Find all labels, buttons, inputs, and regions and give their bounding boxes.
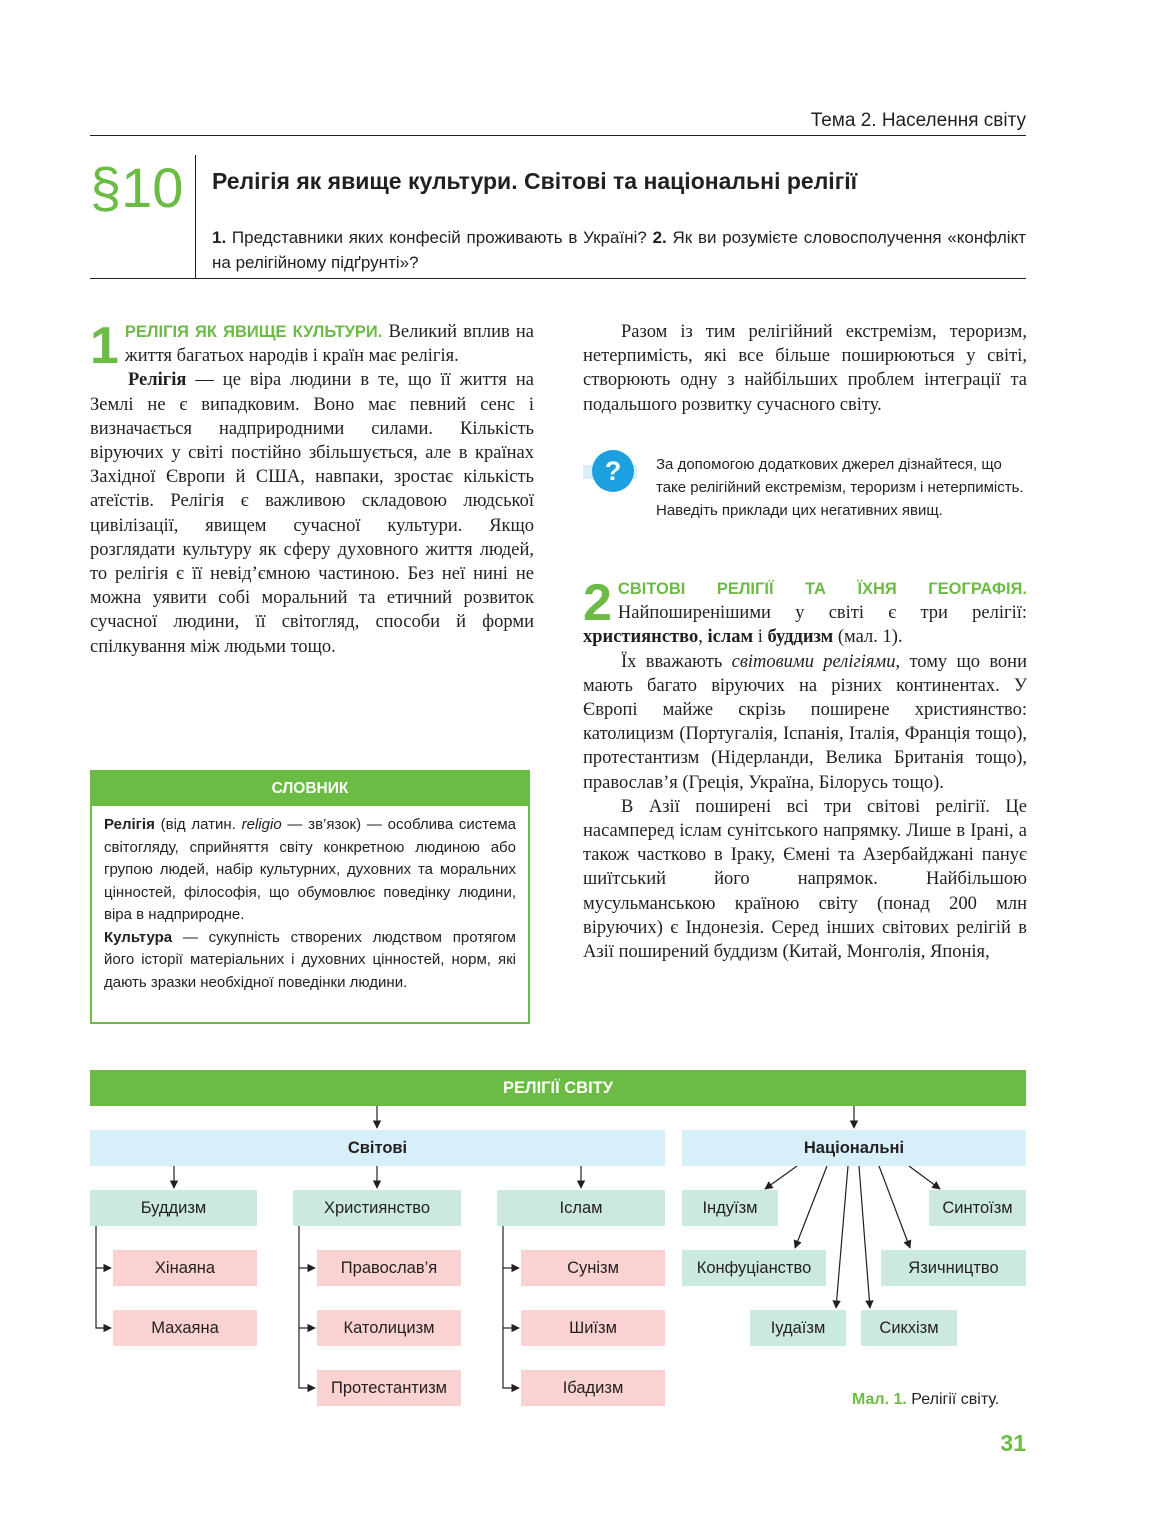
question-number: 2. [652,228,667,247]
diagram-christianity: Християнство [293,1190,461,1226]
diagram-shiism: Шиїзм [521,1310,665,1346]
question-text: Представники яких конфесій проживають в Україні? [226,228,653,247]
glossary-latin-word: religio [241,816,282,833]
term-religion: Релігія [128,370,187,391]
diagram-hinduism: Індуїзм [682,1190,778,1226]
diagram-hinayana: Хінаяна [113,1250,257,1286]
section-heading: РЕЛІГІЯ ЯК ЯВИЩЕ КУЛЬТУРИ. [124,323,383,341]
diagram-sunnism: Сунізм [521,1250,665,1286]
paragraph-number: §10 [90,156,184,219]
separator: , [698,627,708,648]
section-number: 1 [90,317,119,375]
religion-islam: іслам [707,627,754,648]
diagram-protestantism: Протестантизм [317,1370,461,1406]
diagram-orthodoxy: Православ’я [317,1250,461,1286]
running-head: Тема 2. Населення світу [810,110,1026,131]
figure-label: Мал. 1. [852,1391,907,1408]
diagram-judaism: Іудаїзм [750,1310,846,1346]
diagram-islam: Іслам [497,1190,665,1226]
section-body: — це віра людини в те, що її життя на Землі не є випадковим. Воно має певний сенс і визначається надприродними силами. Кількість віруючих у світі постійно збільшується, але в країнах Західної Європи й США, навпаки, зростає кількість атеїстів. Релігія є важливою складовою людської цивілізації, явищем сучасної культури. Якщо розглядати культуру як сферу духовного життя людей, то релігія є її невід’ємною частиною. Без неї нині не можна уявити собі моральний та етичний розвиток сучасної людини, її світогляд, способи й форми спілкування між людьми тощо. [90,370,534,657]
paragraph-text: Їх вважають [621,651,732,672]
figure-caption-text: Релігії світу. [906,1391,1000,1408]
section-heading: СВІТОВІ РЕЛІГІЇ ТА ЇХНЯ ГЕОГРАФІЯ. [617,580,1027,598]
glossary-term: Релігія [104,816,155,833]
diagram-buddhism: Буддизм [90,1190,257,1226]
diagram-sikhism: Сикхізм [861,1310,957,1346]
section-intro: Найпоширенішими у світі є три релігії: [617,603,1027,624]
figure-reference: (мал. 1). [833,627,903,648]
task-text: За допомогою додаткових джерел дізнайтеся, що таке релігійний екстремізм, тероризм і нетерпимість. Наведіть приклади цих негативних явищ. [656,456,1024,519]
page-title: Релігія як явище культури. Світові та національні релігії [212,168,858,194]
page-number: 31 [1000,1430,1026,1456]
question-text: Як ви розумієте словосполучення «конфлікт на релігійному підґрунті»? [212,228,1026,272]
glossary-definition: — зв’язок) — особлива система світогляду, сприйняття світу конкретною людиною або групою людей, набір культурних, духовних та моральних цінностей, філософія, що обумовлює поведінку людини, віра в надприродне. [104,816,516,923]
question-number: 1. [212,228,227,247]
diagram-ibadism: Ібадизм [521,1370,665,1406]
diagram-confucianism: Конфуціанство [682,1250,826,1286]
separator: і [753,627,768,648]
diagram-world-religions: Світові [90,1130,665,1166]
religion-buddhism: буддизм [767,627,834,648]
diagram-shinto: Синтоїзм [929,1190,1026,1226]
asia-paragraph: В Азії поширені всі три світові релігії. Це насамперед іслам сунітського напрямку. Лише в Ірані, а також частково в Іраку, Ємені та Азербайджані панує шиїтський його напрямок. Найбільшою мусульманською країною світу (понад 200 млн віруючих) є Індонезія. Серед інших світових релігій в Азії поширений буддизм (Китай, Монголія, Японія, [583,796,1027,963]
figure-caption [852,1391,999,1409]
diagram-root: РЕЛІГІЇ СВІТУ [90,1070,1026,1106]
paragraph-text: , тому що вони мають багато віруючих на різних континентах. У Європі майже скрізь поширене християнство: католицизм (Португалія, Іспанія, Італія, Франція тощо), протестантизм (Нідерланди, Велика Британія тощо), православ’я (Греція, Україна, Білорусь тощо). [583,651,1027,793]
diagram-national-religions: Національні [682,1130,1026,1166]
glossary-definition: — сукупність створених людством протягом його історії матеріальних і духовних цінностей, норм, які дають зразки необхідної поведінки людини. [104,928,516,991]
section-number: 2 [583,574,612,632]
religion-christianity: християнство [583,627,699,648]
diagram-mahayana: Махаяна [113,1310,257,1346]
diagram-paganism: Язичництво [881,1250,1026,1286]
svg-text:?: ? [604,456,622,486]
emphasis-world-religions: світовими релігіями [731,651,896,672]
extremism-paragraph: Разом із тим релігійний екстремізм, тероризм, нетерпимість, які все більше поширюються у світі, створюють одну з найбільших проблем інтеграції та подальшого розвитку сучасного світу. [583,322,1027,415]
section-intro: Великий вплив на життя багатьох народів і країн має релігія. [124,322,534,367]
glossary-definition: (від латин. [154,816,242,833]
glossary-term: Культура [104,928,173,946]
glossary-title: СЛОВНИК [92,772,528,806]
diagram-catholicism: Католицизм [317,1310,461,1346]
